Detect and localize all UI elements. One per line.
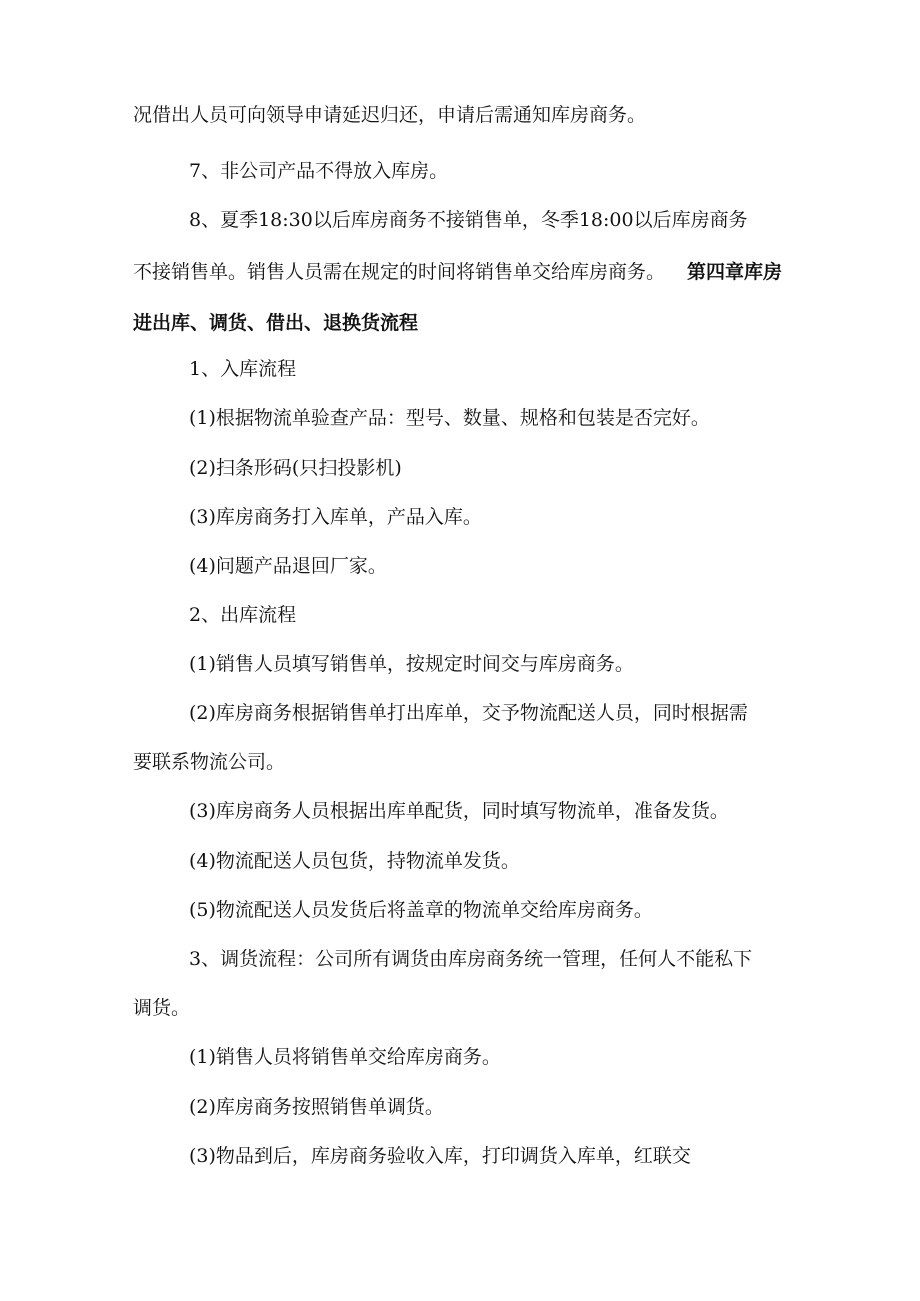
section-heading: 3、调货流程：公司所有调货由库房商务统一管理，任何人不能私下 [189, 948, 753, 970]
text-line: (2)库房商务按照销售单调货。 [189, 1096, 444, 1118]
text-line: (2)扫条形码(只扫投影机) [189, 457, 402, 479]
text-line: (3)库房商务打入库单，产品入库。 [189, 506, 482, 528]
text-line: (4)问题产品退回厂家。 [189, 555, 387, 577]
text-line: 8、夏季18:30以后库房商务不接销售单，冬季18:00以后库房商务 [189, 209, 748, 231]
text-line: (4)物流配送人员包货，持物流单发货。 [189, 850, 520, 872]
text-line: (1)根据物流单验查产品：型号、数量、规格和包装是否完好。 [189, 407, 710, 429]
text-line: (5)物流配送人员发货后将盖章的物流单交给库房商务。 [189, 899, 653, 921]
text-line: 况借出人员可向领导申请延迟归还，申请后需通知库房商务。 [133, 104, 647, 126]
text-line: 调货。 [133, 997, 191, 1019]
section-heading: 2、出库流程 [189, 604, 297, 626]
text-line: (1)销售人员填写销售单，按规定时间交与库房商务。 [189, 653, 634, 675]
text-line: 要联系物流公司。 [133, 751, 286, 773]
chapter-heading-part-1: 第四章库房 [687, 261, 783, 283]
text-line: (3)库房商务人员根据出库单配货，同时填写物流单，准备发货。 [189, 800, 729, 822]
text-line: 7、非公司产品不得放入库房。 [189, 160, 449, 182]
section-heading: 1、入库流程 [189, 358, 297, 380]
chapter-heading-part-2: 进出库、调货、借出、退换货流程 [133, 312, 419, 334]
text-line: (3)物品到后，库房商务验收入库，打印调货入库单，红联交 [189, 1145, 691, 1167]
text-line: (2)库房商务根据销售单打出库单，交予物流配送人员，同时根据需 [189, 702, 748, 724]
text-line: 不接销售单。销售人员需在规定的时间将销售单交给库房商务。 [133, 261, 666, 283]
text-line: (1)销售人员将销售单交给库房商务。 [189, 1046, 501, 1068]
